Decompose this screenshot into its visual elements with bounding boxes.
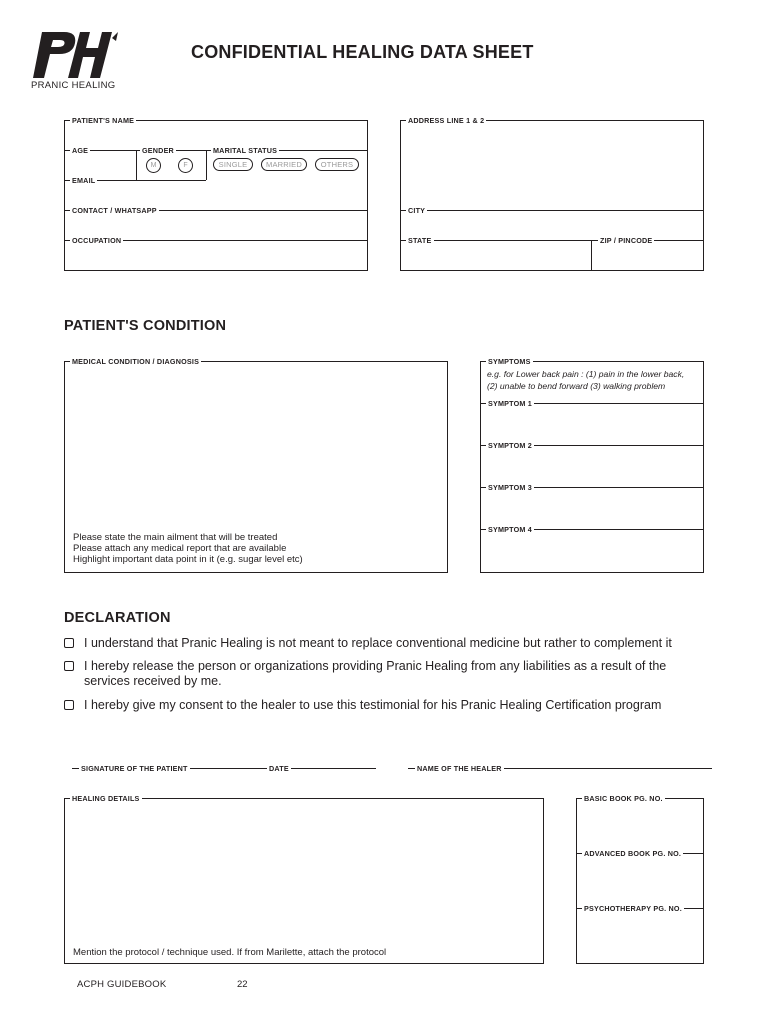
- page-title: CONFIDENTIAL HEALING DATA SHEET: [191, 42, 534, 62]
- medical-note-3: Highlight important data point in it (e.g. sugar level etc): [73, 554, 303, 565]
- patient-signature-label: SIGNATURE OF THE PATIENT: [81, 764, 188, 773]
- symptom-1-label: SYMPTOM 1: [488, 399, 533, 408]
- declaration-heading: DECLARATION: [64, 610, 171, 626]
- advanced-book-label: ADVANCED BOOK PG. NO.: [584, 849, 682, 858]
- medical-condition-label: MEDICAL CONDITION / DIAGNOSIS: [72, 357, 200, 366]
- healing-details-label: HEALING DETAILS: [72, 794, 140, 803]
- footer-guidebook: ACPH GUIDEBOOK: [77, 979, 167, 990]
- state-label: STATE: [408, 236, 432, 245]
- gender-option-f[interactable]: F: [178, 158, 193, 173]
- age-label: AGE: [72, 146, 89, 155]
- healer-name-label: NAME OF THE HEALER: [417, 764, 502, 773]
- declaration-checkbox-3[interactable]: [64, 700, 74, 710]
- basic-book-label: BASIC BOOK PG. NO.: [584, 794, 663, 803]
- city-label: CITY: [408, 206, 426, 215]
- medical-note-1: Please state the main ailment that will be treated: [73, 532, 278, 543]
- marital-option-others[interactable]: OTHERS: [315, 158, 359, 171]
- footer-page-number: 22: [237, 979, 248, 990]
- symptoms-example-line-2: (2) unable to bend forward (3) walking problem: [487, 381, 666, 391]
- declaration-checkbox-2[interactable]: [64, 661, 74, 671]
- book-pages-box: [576, 798, 704, 964]
- declaration-text-3: I hereby give my consent to the healer to use this testimonial for his Pranic Healing Certification program: [84, 698, 662, 712]
- gender-label: GENDER: [142, 146, 174, 155]
- declaration-checkbox-1[interactable]: [64, 638, 74, 648]
- address-box: [400, 120, 704, 271]
- symptom-3-label: SYMPTOM 3: [488, 483, 533, 492]
- marital-option-married[interactable]: MARRIED: [261, 158, 307, 171]
- patients-name-label: PATIENT'S NAME: [72, 116, 135, 125]
- declaration-text-2: I hereby release the person or organizations providing Pranic Healing from any liabilities as a result of the services received by me.: [84, 659, 667, 688]
- symptoms-box: [480, 361, 704, 573]
- symptom-2-label: SYMPTOM 2: [488, 441, 533, 450]
- patients-condition-heading: PATIENT'S CONDITION: [64, 318, 227, 334]
- marital-option-single[interactable]: SINGLE: [213, 158, 253, 171]
- gender-option-m[interactable]: M: [146, 158, 161, 173]
- logo-text: PRANIC HEALING: [31, 80, 116, 91]
- healing-details-box: [64, 798, 544, 964]
- declaration-item-3: [64, 698, 714, 714]
- declaration-item-1: [64, 636, 714, 652]
- medical-note-2: Please attach any medical report that are available: [73, 543, 287, 554]
- contact-whatsapp-label: CONTACT / WHATSAPP: [72, 206, 157, 215]
- declaration-text-1: I understand that Pranic Healing is not meant to replace conventional medicine but rather to complement it: [84, 636, 672, 650]
- symptoms-label: SYMPTOMS: [488, 357, 531, 366]
- declaration-item-2: [64, 659, 714, 691]
- symptom-4-label: SYMPTOM 4: [488, 525, 533, 534]
- zip-pincode-label: ZIP / PINCODE: [600, 236, 653, 245]
- occupation-label: OCCUPATION: [72, 236, 122, 245]
- ph-logo-mark: [30, 28, 120, 80]
- email-label: EMAIL: [72, 176, 96, 185]
- patient-info-box: [64, 120, 368, 271]
- psychotherapy-label: PSYCHOTHERAPY PG. NO.: [584, 904, 682, 913]
- pranic-healing-logo: [30, 28, 122, 92]
- symptoms-example-line-1: e.g. for Lower back pain : (1) pain in the lower back,: [487, 369, 685, 379]
- marital-status-label: MARITAL STATUS: [213, 146, 278, 155]
- address-line-label: ADDRESS LINE 1 & 2: [408, 116, 485, 125]
- healing-details-note: Mention the protocol / technique used. If from Marilette, attach the protocol: [73, 947, 387, 958]
- date-label: DATE: [269, 764, 289, 773]
